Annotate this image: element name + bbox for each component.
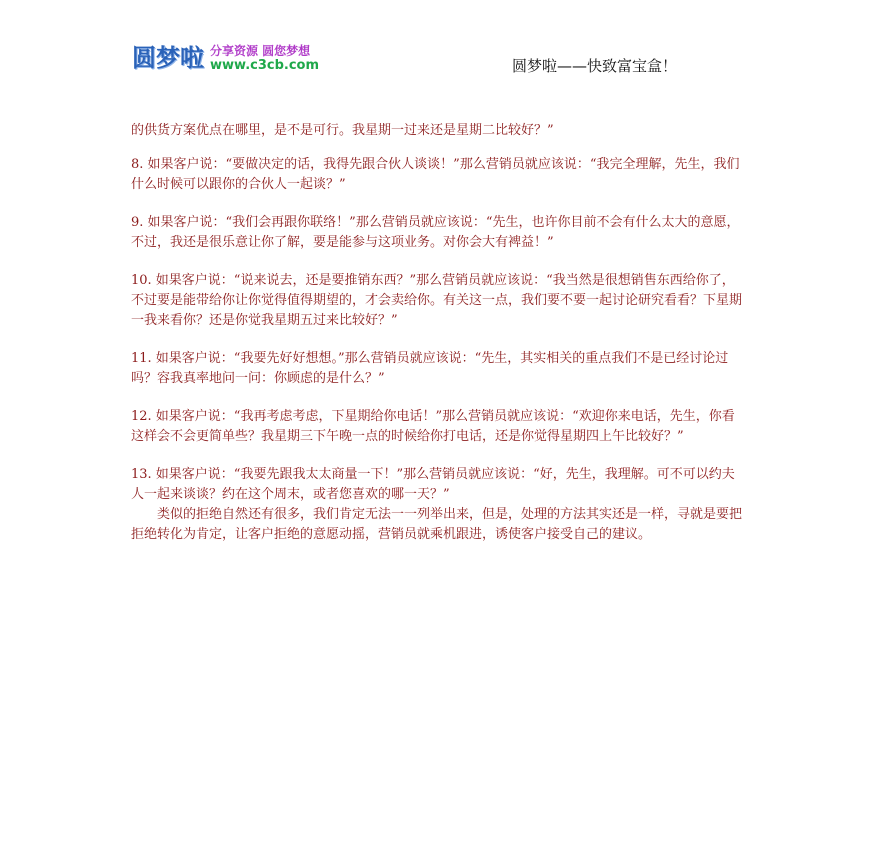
header-tagline: 圆梦啦——快致富宝盒！ [512,57,678,75]
paragraph-item-13: 13. 如果客户说：“我要先跟我太太商量一下！”那么营销员就应该说：“好，先生，我理解。可不可以约夫人一起来谈谈？约在这个周末，或者您喜欢的哪一天？” [131,467,735,502]
logo-side [210,44,319,74]
logo-url[interactable]: www.c3cb.com [210,58,320,73]
logo-slogan: 分享资源 圆您梦想 [210,44,311,58]
paragraph-item-11: 11. 如果客户说：“我要先好好想想。”那么营销员就应该说：“先生，其实相关的重点我们不是已经讨论过吗？容我真率地问一问：你顾虑的是什么？” [131,351,729,386]
site-logo[interactable] [132,44,319,74]
paragraph-summary: 类似的拒绝自然还有很多，我们肯定无法一一列举出来，但是，处理的方法其实还是一样，寻就是要把拒绝转化为肯定，让客户拒绝的意愿动摇，营销员就乘机跟进，诱使客户接受自己的建议。 [131,507,743,542]
paragraph-item-8: 8. 如果客户说：“要做决定的话，我得先跟合伙人谈谈！”那么营销员就应该说：“我完全理解，先生，我们什么时候可以跟你的合伙人一起谈？” [131,157,740,192]
logo-title: 圆梦啦 [132,44,204,72]
paragraph-item-9: 9. 如果客户说：“我们会再跟你联络！”那么营销员就应该说：“先生，也许你目前不会有什么太大的意愿，不过，我还是很乐意让你了解，要是能参与这项业务。对你会大有裨益！” [131,215,740,250]
paragraph-continuation: 的供货方案优点在哪里，是不是可行。我星期一过来还是星期二比较好？” [131,123,554,138]
paragraph-item-12: 12. 如果客户说：“我再考虑考虑，下星期给你电话！”那么营销员就应该说：“欢迎你来电话，先生，你看这样会不会更简单些？我星期三下午晚一点的时候给你打电话，还是你觉得星期四上午比较好？” [131,409,735,444]
document-body [131,121,743,545]
paragraph-item-10: 10. 如果客户说：“说来说去，还是要推销东西？”那么营销员就应该说：“我当然是很想销售东西给你了，不过要是能带给你让你觉得值得期望的，才会卖给你。有关这一点，我们要不要一起讨论研究看看？下星期一我来看你？还是你觉我星期五过来比较好？” [131,273,743,328]
